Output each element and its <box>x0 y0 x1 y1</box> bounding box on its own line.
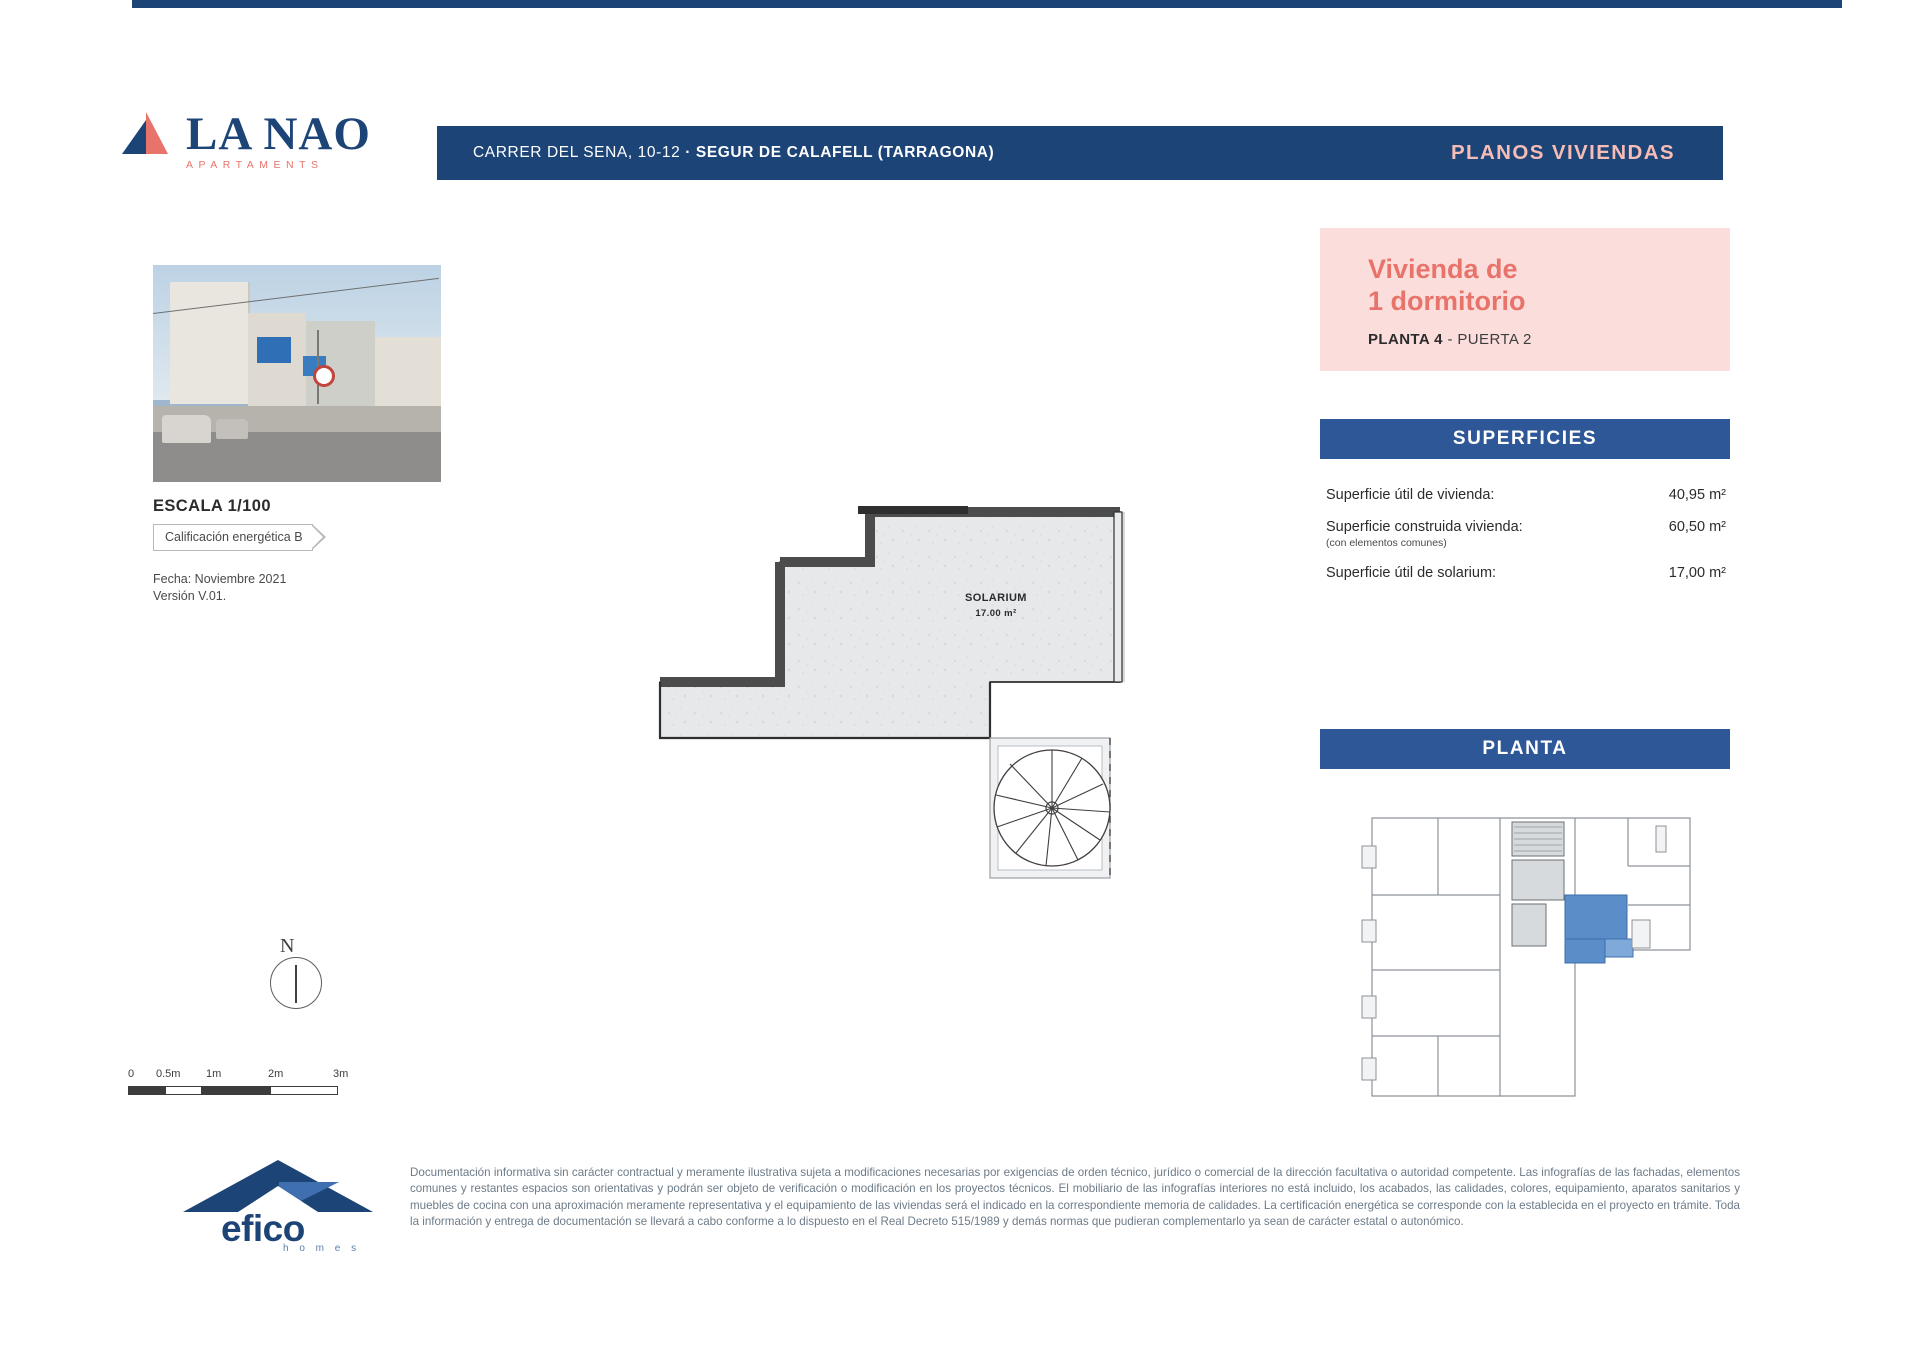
sail-logo-icon <box>122 112 176 156</box>
table-row <box>1326 487 1726 503</box>
top-accent-gap <box>82 0 132 8</box>
scalebar-label-2: 1m <box>206 1068 222 1080</box>
version-line: Versión V.01. <box>153 588 227 603</box>
north-compass-icon <box>266 935 336 1005</box>
scalebar-label-0: 0 <box>128 1068 135 1080</box>
key-plan-svg <box>1360 800 1700 1120</box>
scalebar-label-3: 2m <box>268 1068 284 1080</box>
document-meta <box>153 571 286 605</box>
table-row <box>1326 565 1726 581</box>
brand-logo <box>122 108 412 171</box>
document-title: PLANOS VIVIENDAS <box>1450 141 1675 164</box>
solarium-floor <box>660 512 1120 738</box>
unit-separator: - <box>1442 330 1458 348</box>
brand-subtitle: APARTAMENTS <box>186 158 324 171</box>
room-name: SOLARIUM <box>965 592 1027 604</box>
scale-title: ESCALA 1/100 <box>153 497 271 515</box>
unit-floor: PLANTA 4 <box>1368 330 1443 348</box>
surface-name: Superficie construida vivienda: <box>1326 519 1523 535</box>
top-accent-bar <box>82 0 1842 8</box>
table-row <box>1326 519 1726 549</box>
spiral-staircase-icon <box>994 750 1110 866</box>
energy-rating-tag <box>153 524 328 551</box>
scalebar-label-4: 3m <box>333 1068 349 1080</box>
unit-door: PUERTA 2 <box>1457 330 1532 348</box>
project-address <box>473 144 994 162</box>
address-street: CARRER DEL SENA, 10-12 <box>473 144 681 161</box>
address-city: · SEGUR DE CALAFELL (TARRAGONA) <box>685 144 995 161</box>
brand-name: LA NAO <box>186 108 371 160</box>
surface-name: Superficie útil de vivienda: <box>1326 487 1495 503</box>
surfaces-band-title: SUPERFICIES <box>1320 419 1730 459</box>
header-bar <box>437 126 1723 180</box>
compass-north-label: N <box>280 935 295 957</box>
floor-key-plan <box>1360 800 1700 1120</box>
traffic-sign-icon <box>313 365 335 387</box>
room-area: 17.00 m² <box>975 607 1017 619</box>
surface-value: 60,50 m² <box>1668 519 1726 535</box>
building-photo <box>153 265 441 482</box>
efico-logo <box>183 1160 373 1255</box>
surfaces-table <box>1326 487 1726 597</box>
surface-value: 17,00 m² <box>1668 565 1726 581</box>
date-line: Fecha: Noviembre 2021 <box>153 572 287 586</box>
floor-plan-drawing <box>560 420 1280 950</box>
surface-name: Superficie útil de solarium: <box>1326 565 1497 581</box>
efico-name: efico <box>221 1208 305 1249</box>
highlighted-unit <box>1565 895 1633 963</box>
efico-subtitle: h o m e s <box>283 1243 361 1254</box>
floor-plan-svg <box>560 420 1280 950</box>
planta-band-title: PLANTA <box>1320 729 1730 769</box>
unit-title-line1: Vivienda de <box>1368 254 1518 284</box>
surface-value: 40,95 m² <box>1668 487 1726 503</box>
graphic-scale-bar <box>128 1068 358 1100</box>
energy-rating-label: Calificación energética B <box>165 530 303 544</box>
unit-summary-card <box>1320 228 1730 371</box>
room-label-solarium <box>965 590 1027 621</box>
legal-disclaimer: Documentación informativa sin carácter contractual y meramente ilustrativa sujeta a modificaciones necesarias por exigencias de orden técnico, jurídico o comercial de la dirección facultativa o autoridad competente. Las infografías de las fachadas, elementos comunes y restantes espacios son orientativas y podrán ser objeto de verificación o modificación en los proyectos técnicos. El mobiliario de las infografías interiores no está incluido, los acabados, las calidades, colores, equipamiento, aparatos sanitarios y muebles de cocina con una aproximación meramente representativa y el equipamiento de las viviendas será el indicado en la correspondiente memoria de calidades. La certificación energética se corresponde con la establecida en el proyecto en trámite. Toda la información y entrega de documentación se llevará a cabo conforme a lo dispuesto en el Real Decreto 515/1989 y demás normas que pudieran complementarlo ya sean de carácter estatal o autonómico. <box>410 1166 1740 1229</box>
unit-location <box>1368 331 1730 348</box>
surface-note: (con elementos comunes) <box>1326 537 1447 549</box>
scalebar-label-1: 0.5m <box>156 1068 181 1080</box>
unit-title-line2: 1 dormitorio <box>1368 285 1526 316</box>
